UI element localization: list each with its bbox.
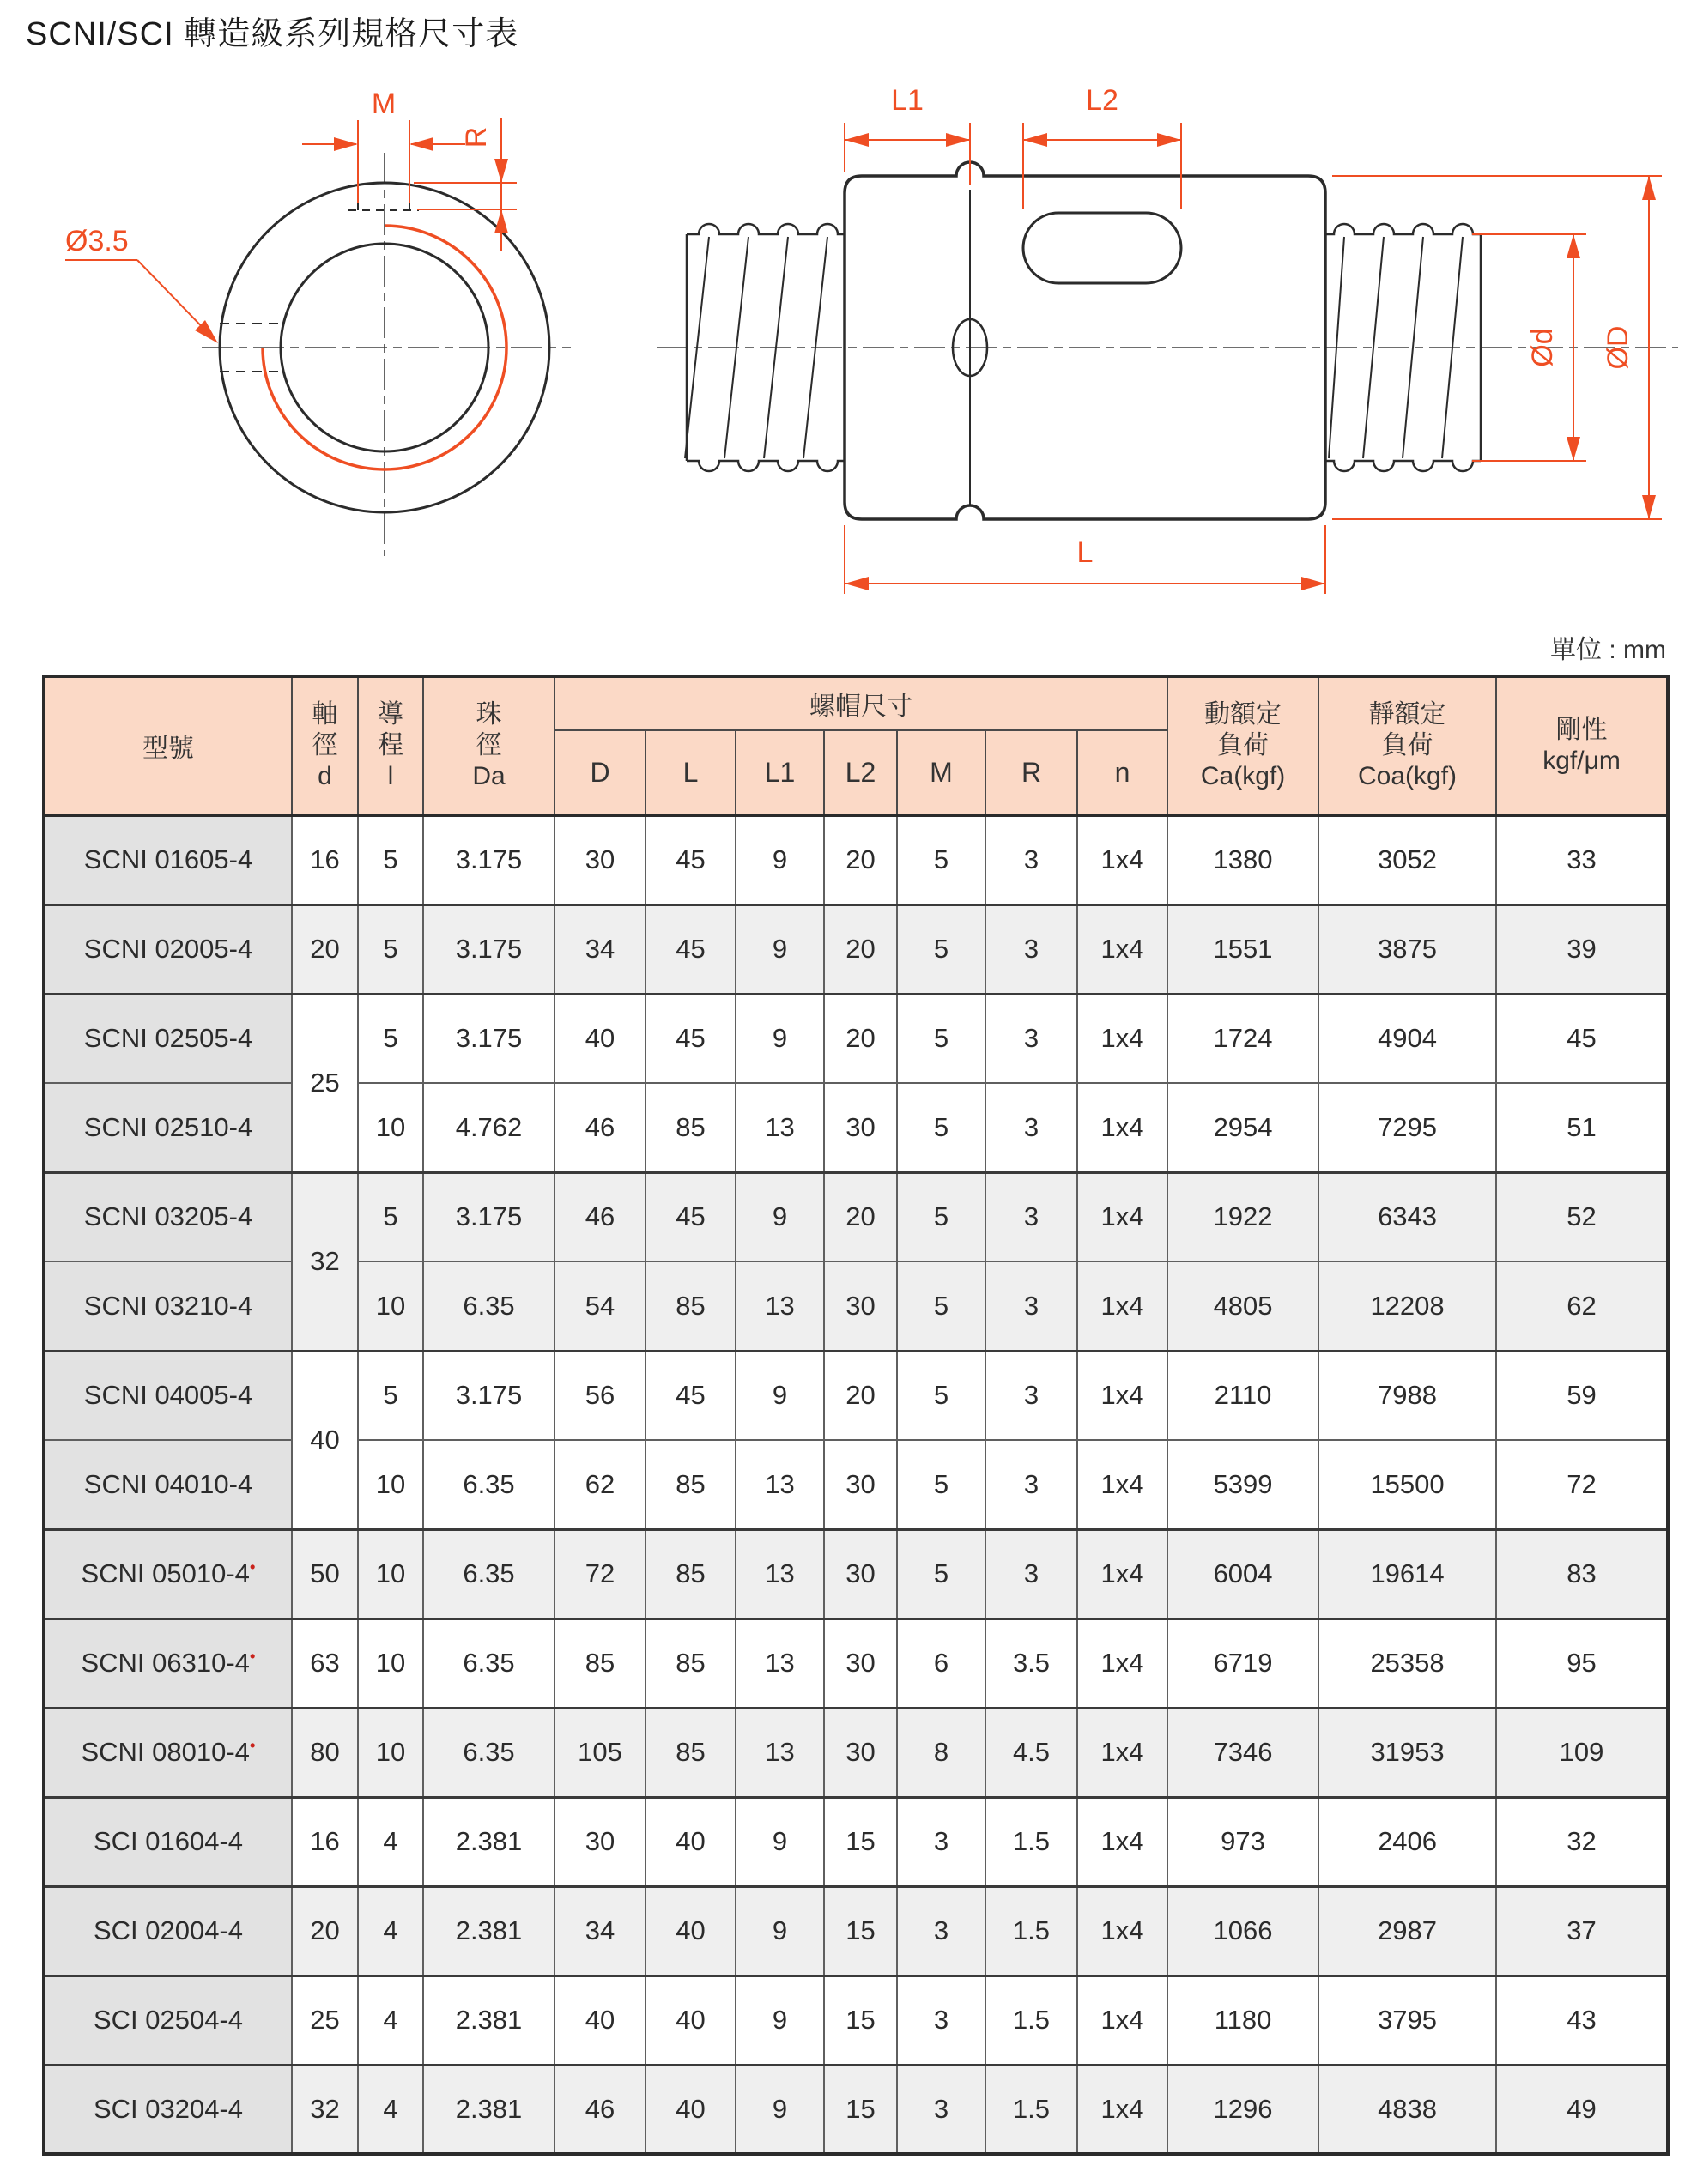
value-cell-ca: 1066 [1167, 1886, 1318, 1975]
col-header-R: R [985, 730, 1077, 815]
page-title: SCNI/SCI 轉造級系列規格尺寸表 [26, 16, 519, 52]
col-header-nut-dims: 螺帽尺寸 [555, 676, 1167, 730]
model-cell: SCNI 03205-4 [44, 1172, 292, 1261]
value-cell-k: 59 [1496, 1351, 1668, 1440]
value-cell-D: 56 [555, 1351, 645, 1440]
value-cell-coa: 3795 [1318, 1975, 1496, 2065]
model-cell: SCI 03204-4 [44, 2065, 292, 2154]
table-row [44, 1618, 1668, 1708]
value-cell-L2: 20 [824, 1172, 897, 1261]
value-cell-D: 34 [555, 904, 645, 994]
value-cell-M: 3 [897, 2065, 985, 2154]
shaft-dia-cell: 40 [292, 1351, 358, 1529]
value-cell-da: 4.762 [423, 1083, 555, 1172]
value-cell-R: 1.5 [985, 2065, 1077, 2154]
value-cell-da: 2.381 [423, 1797, 555, 1886]
value-cell-k: 37 [1496, 1886, 1668, 1975]
value-cell-da: 3.175 [423, 815, 555, 904]
table-row [44, 815, 1668, 904]
value-cell-k: 43 [1496, 1975, 1668, 2065]
value-cell-n: 1x4 [1077, 1529, 1167, 1618]
value-cell-n: 1x4 [1077, 1708, 1167, 1797]
value-cell-lead: 4 [358, 1886, 423, 1975]
value-cell-ca: 973 [1167, 1797, 1318, 1886]
value-cell-M: 5 [897, 1529, 985, 1618]
value-cell-ca: 1296 [1167, 2065, 1318, 2154]
nut-front-view [65, 88, 571, 556]
value-cell-D: 46 [555, 2065, 645, 2154]
col-header-ball-dia: 珠 徑 Da [423, 676, 555, 815]
value-cell-coa: 6343 [1318, 1172, 1496, 1261]
value-cell-n: 1x4 [1077, 1261, 1167, 1351]
value-cell-L1: 13 [736, 1083, 824, 1172]
label-L: L [1076, 536, 1094, 569]
value-cell-n: 1x4 [1077, 2065, 1167, 2154]
value-cell-D: 30 [555, 815, 645, 904]
value-cell-M: 3 [897, 1886, 985, 1975]
dim-L [845, 525, 1325, 594]
label-od-small: Ød [1526, 328, 1559, 367]
shaft-dia-cell: 20 [292, 904, 358, 994]
col-header-n: n [1077, 730, 1167, 815]
value-cell-R: 3.5 [985, 1618, 1077, 1708]
table-row [44, 1351, 1668, 1440]
value-cell-da: 6.35 [423, 1261, 555, 1351]
shaft-dia-cell: 32 [292, 1172, 358, 1351]
value-cell-R: 3 [985, 1351, 1077, 1440]
dim-L1 [845, 84, 970, 185]
value-cell-lead: 5 [358, 1172, 423, 1261]
value-cell-ca: 6004 [1167, 1529, 1318, 1618]
value-cell-D: 54 [555, 1261, 645, 1351]
value-cell-L2: 20 [824, 994, 897, 1083]
value-cell-da: 6.35 [423, 1618, 555, 1708]
model-cell: SCNI 05010-4• [44, 1529, 292, 1618]
value-cell-coa: 19614 [1318, 1529, 1496, 1618]
value-cell-ca: 7346 [1167, 1708, 1318, 1797]
dim-R [414, 118, 517, 251]
model-cell: SCNI 03210-4 [44, 1261, 292, 1351]
label-hole-dia: Ø3.5 [65, 225, 129, 257]
value-cell-M: 5 [897, 904, 985, 994]
value-cell-lead: 5 [358, 904, 423, 994]
value-cell-L1: 13 [736, 1618, 824, 1708]
value-cell-M: 5 [897, 815, 985, 904]
shaft-dia-cell: 20 [292, 1886, 358, 1975]
value-cell-L: 45 [645, 1351, 736, 1440]
value-cell-M: 5 [897, 994, 985, 1083]
table-row [44, 904, 1668, 994]
technical-drawing [0, 47, 1697, 674]
value-cell-da: 6.35 [423, 1529, 555, 1618]
value-cell-L: 85 [645, 1083, 736, 1172]
col-header-shaft-dia: 軸 徑 d [292, 676, 358, 815]
value-cell-lead: 10 [358, 1618, 423, 1708]
value-cell-da: 3.175 [423, 904, 555, 994]
value-cell-coa: 4838 [1318, 2065, 1496, 2154]
value-cell-R: 3 [985, 1440, 1077, 1529]
shaft-dia-cell: 32 [292, 2065, 358, 2154]
value-cell-k: 39 [1496, 904, 1668, 994]
value-cell-L1: 9 [736, 1797, 824, 1886]
value-cell-da: 3.175 [423, 994, 555, 1083]
value-cell-R: 3 [985, 1172, 1077, 1261]
value-cell-R: 3 [985, 1529, 1077, 1618]
value-cell-ca: 1180 [1167, 1975, 1318, 2065]
value-cell-coa: 12208 [1318, 1261, 1496, 1351]
col-header-lead: 導 程 l [358, 676, 423, 815]
value-cell-lead: 4 [358, 2065, 423, 2154]
col-header-L: L [645, 730, 736, 815]
value-cell-L2: 15 [824, 1975, 897, 2065]
value-cell-ca: 2954 [1167, 1083, 1318, 1172]
value-cell-L1: 13 [736, 1261, 824, 1351]
shaft-dia-cell: 50 [292, 1529, 358, 1618]
value-cell-L1: 9 [736, 1172, 824, 1261]
model-cell: SCNI 01605-4 [44, 815, 292, 904]
value-cell-L2: 30 [824, 1440, 897, 1529]
value-cell-da: 6.35 [423, 1440, 555, 1529]
value-cell-lead: 5 [358, 994, 423, 1083]
value-cell-L2: 30 [824, 1708, 897, 1797]
value-cell-L: 45 [645, 1172, 736, 1261]
label-L2: L2 [1086, 84, 1118, 117]
model-cell: SCNI 06310-4• [44, 1618, 292, 1708]
shaft-dia-cell: 63 [292, 1618, 358, 1708]
value-cell-L1: 13 [736, 1440, 824, 1529]
value-cell-M: 5 [897, 1172, 985, 1261]
value-cell-L1: 9 [736, 2065, 824, 2154]
value-cell-k: 95 [1496, 1618, 1668, 1708]
value-cell-M: 3 [897, 1975, 985, 2065]
value-cell-L: 40 [645, 2065, 736, 2154]
col-header-L1: L1 [736, 730, 824, 815]
value-cell-L2: 20 [824, 815, 897, 904]
value-cell-k: 52 [1496, 1172, 1668, 1261]
table-row [44, 1797, 1668, 1886]
table-row [44, 1440, 1668, 1529]
value-cell-k: 49 [1496, 2065, 1668, 2154]
value-cell-lead: 10 [358, 1083, 423, 1172]
value-cell-M: 5 [897, 1351, 985, 1440]
model-cell: SCNI 02505-4 [44, 994, 292, 1083]
value-cell-lead: 10 [358, 1261, 423, 1351]
red-dot-marker: • [249, 1558, 256, 1577]
value-cell-D: 62 [555, 1440, 645, 1529]
value-cell-n: 1x4 [1077, 1351, 1167, 1440]
model-cell: SCNI 04010-4 [44, 1440, 292, 1529]
value-cell-L2: 15 [824, 1797, 897, 1886]
value-cell-L1: 9 [736, 815, 824, 904]
value-cell-k: 83 [1496, 1529, 1668, 1618]
value-cell-L: 85 [645, 1529, 736, 1618]
value-cell-n: 1x4 [1077, 1440, 1167, 1529]
value-cell-M: 3 [897, 1797, 985, 1886]
value-cell-da: 6.35 [423, 1708, 555, 1797]
value-cell-L: 85 [645, 1440, 736, 1529]
value-cell-n: 1x4 [1077, 1083, 1167, 1172]
value-cell-L: 45 [645, 904, 736, 994]
value-cell-L: 85 [645, 1261, 736, 1351]
value-cell-L2: 20 [824, 1351, 897, 1440]
value-cell-L1: 13 [736, 1708, 824, 1797]
value-cell-L2: 30 [824, 1083, 897, 1172]
value-cell-lead: 4 [358, 1975, 423, 2065]
table-row [44, 2065, 1668, 2154]
value-cell-R: 3 [985, 994, 1077, 1083]
table-row [44, 1708, 1668, 1797]
value-cell-M: 5 [897, 1261, 985, 1351]
value-cell-da: 2.381 [423, 1886, 555, 1975]
value-cell-L: 40 [645, 1886, 736, 1975]
spec-table [42, 675, 1670, 2156]
value-cell-L1: 13 [736, 1529, 824, 1618]
keyway-slot [1023, 213, 1181, 283]
model-cell: SCNI 04005-4 [44, 1351, 292, 1440]
col-header-static-load: 靜額定 負荷 Coa(kgf) [1318, 676, 1496, 815]
value-cell-da: 2.381 [423, 2065, 555, 2154]
value-cell-da: 3.175 [423, 1172, 555, 1261]
table-row [44, 1261, 1668, 1351]
label-od-big: ØD [1602, 325, 1634, 370]
nut-body [845, 162, 1325, 519]
value-cell-D: 40 [555, 1975, 645, 2065]
value-cell-L2: 20 [824, 904, 897, 994]
value-cell-D: 46 [555, 1083, 645, 1172]
value-cell-n: 1x4 [1077, 994, 1167, 1083]
value-cell-ca: 4805 [1167, 1261, 1318, 1351]
value-cell-coa: 7988 [1318, 1351, 1496, 1440]
value-cell-k: 109 [1496, 1708, 1668, 1797]
value-cell-L: 40 [645, 1797, 736, 1886]
value-cell-R: 3 [985, 1261, 1077, 1351]
value-cell-D: 30 [555, 1797, 645, 1886]
value-cell-L2: 15 [824, 1886, 897, 1975]
col-header-L2: L2 [824, 730, 897, 815]
value-cell-L: 85 [645, 1708, 736, 1797]
value-cell-M: 6 [897, 1618, 985, 1708]
value-cell-D: 105 [555, 1708, 645, 1797]
value-cell-coa: 3052 [1318, 815, 1496, 904]
value-cell-k: 62 [1496, 1261, 1668, 1351]
col-header-dynamic-load: 動額定 負荷 Ca(kgf) [1167, 676, 1318, 815]
value-cell-L2: 30 [824, 1261, 897, 1351]
value-cell-n: 1x4 [1077, 815, 1167, 904]
value-cell-k: 51 [1496, 1083, 1668, 1172]
value-cell-n: 1x4 [1077, 1797, 1167, 1886]
value-cell-coa: 25358 [1318, 1618, 1496, 1708]
value-cell-L1: 9 [736, 994, 824, 1083]
value-cell-L2: 30 [824, 1618, 897, 1708]
value-cell-k: 33 [1496, 815, 1668, 904]
label-M: M [371, 88, 397, 120]
value-cell-R: 3 [985, 904, 1077, 994]
value-cell-ca: 1551 [1167, 904, 1318, 994]
value-cell-R: 1.5 [985, 1886, 1077, 1975]
value-cell-coa: 31953 [1318, 1708, 1496, 1797]
value-cell-lead: 10 [358, 1708, 423, 1797]
red-dot-marker: • [249, 1737, 256, 1756]
value-cell-D: 85 [555, 1618, 645, 1708]
col-header-D: D [555, 730, 645, 815]
value-cell-coa: 15500 [1318, 1440, 1496, 1529]
shaft-dia-cell: 25 [292, 994, 358, 1172]
model-cell: SCNI 02510-4 [44, 1083, 292, 1172]
unit-label: 單位 : mm [1550, 636, 1666, 664]
table-row [44, 994, 1668, 1083]
table-row [44, 1975, 1668, 2065]
value-cell-n: 1x4 [1077, 1618, 1167, 1708]
nut-side-view [657, 84, 1678, 594]
value-cell-R: 3 [985, 1083, 1077, 1172]
value-cell-coa: 2987 [1318, 1886, 1496, 1975]
value-cell-n: 1x4 [1077, 904, 1167, 994]
value-cell-M: 5 [897, 1083, 985, 1172]
value-cell-L1: 9 [736, 1975, 824, 2065]
value-cell-n: 1x4 [1077, 1886, 1167, 1975]
value-cell-lead: 5 [358, 1351, 423, 1440]
value-cell-ca: 1724 [1167, 994, 1318, 1083]
col-header-rigidity: 剛性 kgf/μm [1496, 676, 1668, 815]
value-cell-ca: 1922 [1167, 1172, 1318, 1261]
value-cell-M: 8 [897, 1708, 985, 1797]
model-cell: SCI 01604-4 [44, 1797, 292, 1886]
value-cell-R: 1.5 [985, 1797, 1077, 1886]
model-cell: SCI 02004-4 [44, 1886, 292, 1975]
table-row [44, 1886, 1668, 1975]
value-cell-L2: 30 [824, 1529, 897, 1618]
red-dot-marker: • [249, 1648, 256, 1667]
value-cell-ca: 2110 [1167, 1351, 1318, 1440]
value-cell-da: 2.381 [423, 1975, 555, 2065]
value-cell-D: 72 [555, 1529, 645, 1618]
shaft-dia-cell: 80 [292, 1708, 358, 1797]
value-cell-D: 34 [555, 1886, 645, 1975]
value-cell-L: 85 [645, 1618, 736, 1708]
model-cell: SCNI 02005-4 [44, 904, 292, 994]
value-cell-ca: 6719 [1167, 1618, 1318, 1708]
dim-L2 [1023, 84, 1181, 209]
value-cell-L2: 15 [824, 2065, 897, 2154]
value-cell-L: 45 [645, 815, 736, 904]
value-cell-M: 5 [897, 1440, 985, 1529]
value-cell-L1: 9 [736, 1351, 824, 1440]
shaft-dia-cell: 16 [292, 815, 358, 904]
value-cell-R: 4.5 [985, 1708, 1077, 1797]
value-cell-ca: 5399 [1167, 1440, 1318, 1529]
value-cell-k: 72 [1496, 1440, 1668, 1529]
value-cell-D: 40 [555, 994, 645, 1083]
value-cell-coa: 2406 [1318, 1797, 1496, 1886]
col-header-M: M [897, 730, 985, 815]
value-cell-k: 32 [1496, 1797, 1668, 1886]
value-cell-lead: 4 [358, 1797, 423, 1886]
model-cell: SCI 02504-4 [44, 1975, 292, 2065]
value-cell-L: 40 [645, 1975, 736, 2065]
value-cell-R: 1.5 [985, 1975, 1077, 2065]
table-row [44, 1172, 1668, 1261]
value-cell-lead: 10 [358, 1440, 423, 1529]
col-header-model: 型號 [44, 676, 292, 815]
spec-table-body [44, 815, 1668, 2154]
value-cell-R: 3 [985, 815, 1077, 904]
value-cell-coa: 4904 [1318, 994, 1496, 1083]
value-cell-L1: 9 [736, 1886, 824, 1975]
model-cell: SCNI 08010-4• [44, 1708, 292, 1797]
label-R: R [460, 126, 493, 148]
table-row [44, 1083, 1668, 1172]
value-cell-L: 45 [645, 994, 736, 1083]
value-cell-coa: 7295 [1318, 1083, 1496, 1172]
table-row [44, 1529, 1668, 1618]
value-cell-lead: 5 [358, 815, 423, 904]
dim-M [302, 88, 465, 203]
value-cell-n: 1x4 [1077, 1975, 1167, 2065]
value-cell-k: 45 [1496, 994, 1668, 1083]
value-cell-ca: 1380 [1167, 815, 1318, 904]
value-cell-coa: 3875 [1318, 904, 1496, 994]
value-cell-D: 46 [555, 1172, 645, 1261]
value-cell-L1: 9 [736, 904, 824, 994]
shaft-dia-cell: 16 [292, 1797, 358, 1886]
value-cell-n: 1x4 [1077, 1172, 1167, 1261]
label-L1: L1 [891, 84, 924, 117]
value-cell-da: 3.175 [423, 1351, 555, 1440]
dim-hole-dia [65, 225, 218, 343]
value-cell-lead: 10 [358, 1529, 423, 1618]
shaft-dia-cell: 25 [292, 1975, 358, 2065]
